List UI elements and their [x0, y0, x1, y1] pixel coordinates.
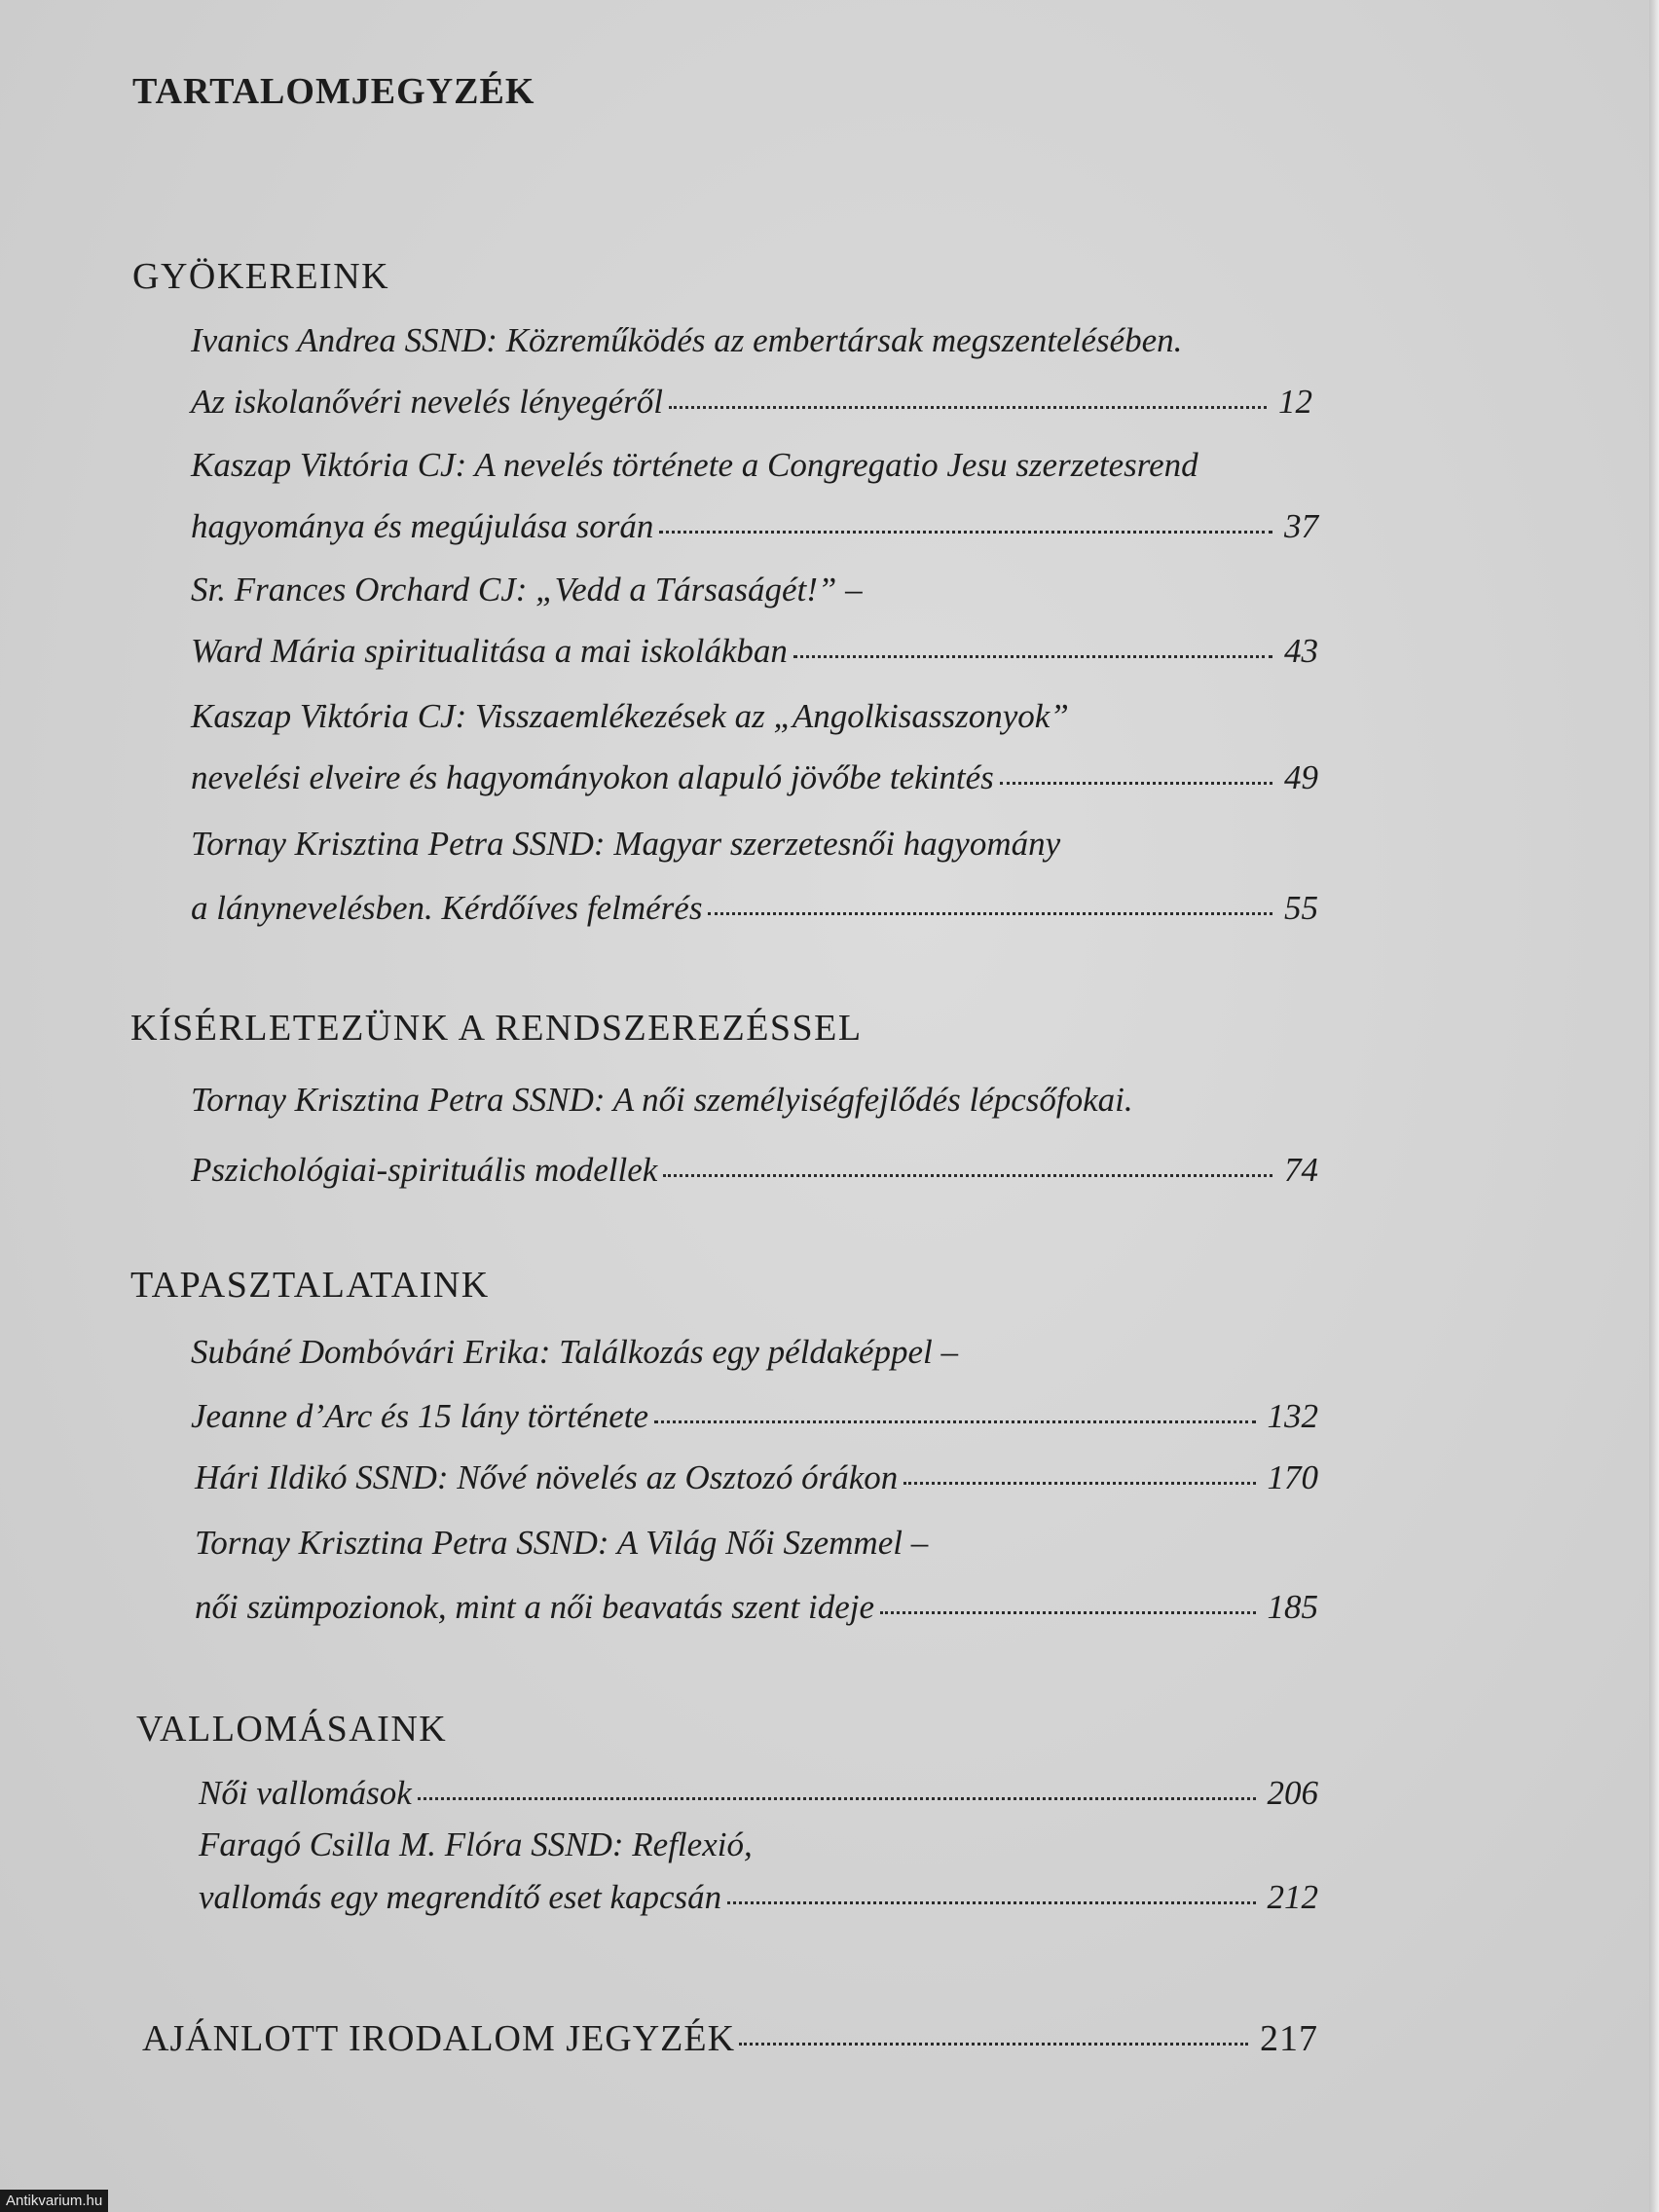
toc-entry-line2: Jeanne d’Arc és 15 lány története [191, 1397, 649, 1435]
toc-entry-line2: hagyománya és megújulása során [191, 507, 654, 545]
page-number: 132 [1267, 1397, 1318, 1435]
toc-entry[interactable] [191, 812, 1318, 940]
page-number: 185 [1267, 1588, 1318, 1626]
page-title: TARTALOMJEGYZÉK [132, 71, 535, 112]
toc-entry[interactable] [191, 310, 1312, 432]
toc-entry[interactable] [191, 434, 1318, 557]
section-heading-gyokereink: GYÖKEREINK [132, 256, 390, 297]
dot-leader [654, 1420, 1255, 1423]
toc-entry-line2: Női vallomások [199, 1774, 412, 1812]
toc-entry-line2: a lánynevelésben. Kérdőíves felmérés [191, 889, 703, 927]
toc-entry[interactable] [191, 1065, 1318, 1205]
dot-leader [880, 1611, 1255, 1614]
toc-entry-line2: Ward Mária spiritualitása a mai iskolákban [191, 632, 788, 670]
page-number: 212 [1267, 1878, 1318, 1916]
page-number: 170 [1267, 1458, 1318, 1496]
toc-entry-line1: Kaszap Viktória CJ: Visszaemlékezések az „Angolkisasszonyok” [191, 697, 1069, 735]
toc-entry-line1: Faragó Csilla M. Flóra SSND: Reflexió, [199, 1825, 753, 1863]
dot-leader [663, 1174, 1272, 1177]
toc-entry[interactable] [199, 1819, 1318, 1924]
page-number: 12 [1278, 383, 1312, 421]
toc-entry-line1: Tornay Krisztina Petra SSND: A Világ Női Szemmel – [195, 1524, 929, 1562]
toc-entry[interactable] [195, 1511, 1318, 1640]
dot-leader [418, 1797, 1256, 1800]
section-heading-kiserletezunk: KÍSÉRLETEZÜNK A RENDSZEREZÉSSEL [130, 1008, 863, 1049]
final-entry-label: AJÁNLOTT IRODALOM JEGYZÉK [142, 2018, 736, 2059]
toc-entry[interactable] [191, 685, 1318, 808]
toc-entry-line2: női szümpozionok, mint a női beavatás szent ideje [195, 1588, 875, 1626]
toc-entry-line2: vallomás egy megrendítő eset kapcsán [199, 1878, 722, 1916]
page-number: 217 [1260, 2018, 1318, 2059]
dot-leader [727, 1901, 1255, 1904]
toc-entry-final[interactable] [142, 2017, 1318, 2060]
page-number: 43 [1284, 632, 1318, 670]
dot-leader [659, 531, 1272, 534]
toc-entry-line2: Hári Ildikó SSND: Nővé növelés az Osztozó órákon [195, 1458, 899, 1496]
page-number: 55 [1284, 889, 1318, 927]
toc-entry-line1: Tornay Krisztina Petra SSND: Magyar szerzetesnői hagyomány [191, 825, 1061, 863]
page-number: 206 [1267, 1774, 1318, 1812]
watermark: Antikvarium.hu [0, 2190, 108, 2212]
section-heading-tapasztalataink: TAPASZTALATAINK [130, 1265, 490, 1306]
toc-entry[interactable] [191, 559, 1318, 682]
toc-entry-line1: Sr. Frances Orchard CJ: „Vedd a Társaságét!” – [191, 571, 863, 608]
dot-leader [669, 406, 1267, 409]
page-number: 49 [1284, 758, 1318, 796]
toc-entry-line2: Pszichológiai-spirituális modellek [191, 1151, 658, 1189]
toc-entry-line1: Subáné Dombóvári Erika: Találkozás egy példaképpel – [191, 1333, 959, 1371]
page-edge-shadow [1649, 0, 1659, 2212]
dot-leader [708, 912, 1272, 915]
toc-entry-line1: Kaszap Viktória CJ: A nevelés története a Congregatio Jesu szerzetesrend [191, 446, 1198, 484]
toc-entry[interactable] [195, 1447, 1318, 1508]
dot-leader [793, 655, 1272, 658]
toc-entry-line2: nevelési elveire és hagyományokon alapuló jövőbe tekintés [191, 758, 994, 796]
page-number: 37 [1284, 507, 1318, 545]
toc-entry-line1: Ivanics Andrea SSND: Közreműködés az embertársak megszentelésében. [191, 321, 1183, 359]
toc-entry[interactable] [191, 1320, 1318, 1449]
section-heading-vallomasaink: VALLOMÁSAINK [136, 1709, 448, 1750]
dot-leader [739, 2043, 1248, 2046]
toc-entry-line1: Tornay Krisztina Petra SSND: A női személyiségfejlődés lépcsőfokai. [191, 1081, 1133, 1119]
dot-leader [903, 1482, 1255, 1485]
dot-leader [1000, 782, 1272, 785]
toc-entry[interactable] [199, 1762, 1318, 1824]
toc-entry-line2: Az iskolanővéri nevelés lényegéről [191, 383, 663, 421]
page-number: 74 [1284, 1151, 1318, 1189]
